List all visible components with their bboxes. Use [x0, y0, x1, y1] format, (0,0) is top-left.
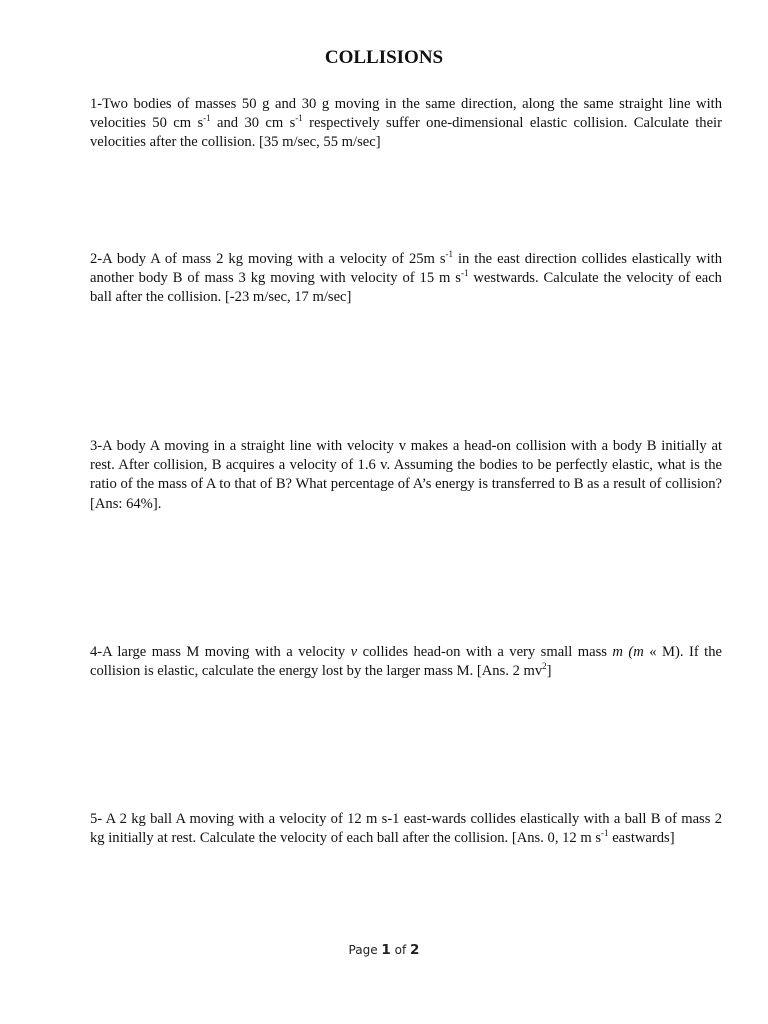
- of-label: of: [390, 943, 411, 957]
- text: « M). If the collision is elastic, calculate the energy lost by the larger mass M. [Ans. 2 mv: [90, 644, 722, 680]
- superscript: -1: [445, 249, 454, 259]
- page-footer: [0, 942, 768, 958]
- question-5: [90, 810, 722, 848]
- text: 2-A body A of mass 2 kg moving with a velocity of 25m s: [90, 251, 446, 267]
- superscript: -1: [601, 828, 609, 839]
- page-label: Page: [348, 943, 382, 957]
- text: 4-A large mass M moving with a velocity: [90, 644, 351, 660]
- text: and 30 cm s: [210, 115, 296, 132]
- italic-text: v: [350, 644, 358, 660]
- text: westwards. Calculate the velocity of each ball after the collision. [-23 m/sec, 17 m/sec]: [90, 270, 722, 306]
- text: respectively suffer one-dimensional elastic collision. Calculate their velocities after the collision. [35 m/sec, 55 m/sec]: [90, 115, 722, 151]
- text: 1-Two bodies of masses 50 g and 30 g moving in the same direction, along the same straight line with velocities 50 cm s: [90, 96, 722, 132]
- text: 3-A body A moving in a straight line with velocity v makes a head-on collision with a body B initially at rest. After collision, B acquires a velocity of 1.6 v. Assuming the bodies to be perfectly elastic, what is the ratio of the mass of A to that of B? What percentage of A’s energy is transferred to B as a result of collision? [Ans: 64%].: [90, 438, 722, 512]
- superscript: 2: [542, 661, 547, 672]
- text: eastwards]: [608, 830, 675, 847]
- question-4: [90, 643, 722, 681]
- text: ]: [546, 663, 552, 680]
- question-3: [90, 437, 722, 514]
- text: collides head-on with a very small mass: [357, 644, 613, 660]
- text: 5- A 2 kg ball A moving with a velocity of 12 m s-1 east-wards collides elastically with a ball B of mass 2 kg initially at rest. Calculate the velocity of each ball after the collision. [Ans. 0, 12 m s: [90, 811, 722, 847]
- superscript: -1: [295, 113, 303, 124]
- superscript: -1: [460, 268, 469, 279]
- text: in the east direction collides elastically with another body B of mass 3 kg moving with velocity of 15 m s: [90, 251, 722, 287]
- current-page: 1: [381, 942, 391, 958]
- superscript: -1: [203, 113, 211, 124]
- page-title: COLLISIONS: [324, 47, 444, 68]
- total-pages: 2: [410, 942, 420, 958]
- question-1: [90, 95, 722, 153]
- question-2: [90, 250, 722, 308]
- italic-text: m (m: [612, 644, 644, 660]
